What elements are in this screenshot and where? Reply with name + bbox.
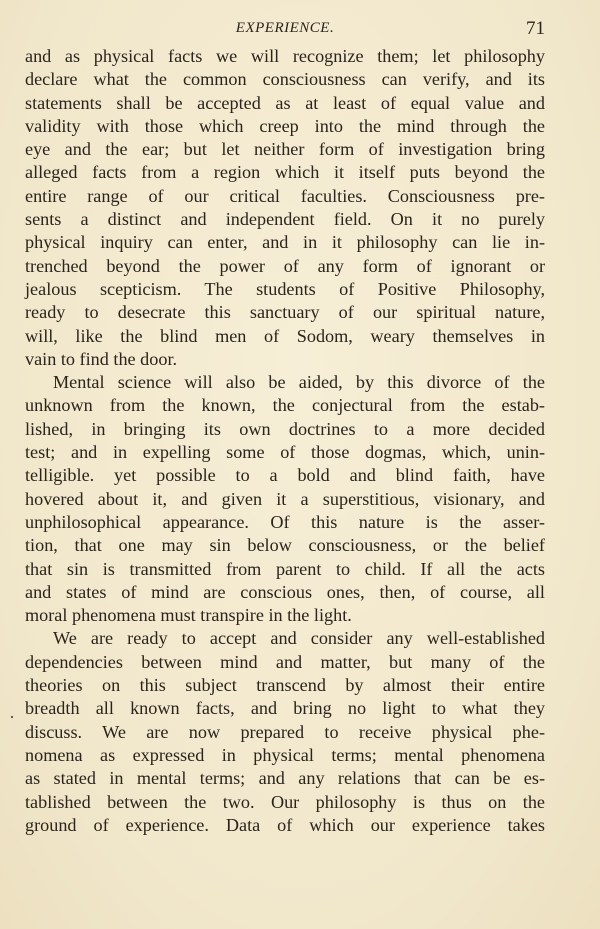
- text-line: and as physical facts we will recognize them; let philosophy: [25, 46, 545, 66]
- text-line: eye and the ear; but let neither form of investigation bring: [25, 139, 545, 160]
- text-line: hovered about it, and given it a superstitious, visionary, and: [25, 488, 545, 509]
- text-line: that sin is transmitted from parent to child. If all the acts: [25, 558, 545, 579]
- text-line: theories on this subject transcend by almost their entire: [25, 675, 545, 696]
- text-line: jealous scepticism. The students of Positive Philosophy,: [25, 278, 545, 299]
- text-line: alleged facts from a region which it itself puts beyond the: [25, 162, 545, 183]
- text-line: nomena as expressed in physical terms; mental phenomena: [25, 744, 545, 765]
- paragraph-start-line: Mental science will also be aided, by this divorce of the: [53, 372, 545, 393]
- text-line: entire range of our critical faculties. Consciousness pre-: [25, 185, 545, 206]
- text-line: tion, that one may sin below consciousness, or the belief: [25, 535, 545, 556]
- body-text: [25, 45, 545, 837]
- text-line: declare what the common consciousness can verify, and its: [25, 69, 545, 90]
- stray-ink-mark: [11, 716, 13, 718]
- text-line: ground of experience. Data of which our experience takes: [25, 814, 545, 835]
- text-line: unphilosophical appearance. Of this nature is the asser-: [25, 511, 545, 532]
- text-line: dependencies between mind and matter, but many of the: [25, 651, 545, 672]
- text-line: will, like the blind men of Sodom, weary themselves in: [25, 325, 545, 346]
- text-line: sents a distinct and independent field. On it no purely: [25, 209, 545, 230]
- text-line: and states of mind are conscious ones, then, of course, all: [25, 581, 545, 602]
- text-line: tablished between the two. Our philosophy is thus on the: [25, 791, 545, 812]
- text-line: vain to find the door.: [25, 348, 178, 369]
- page-number: 71: [526, 18, 545, 39]
- text-line: trenched beyond the power of any form of ignorant or: [25, 255, 545, 276]
- text-line: physical inquiry can enter, and in it philosophy can lie in-: [25, 232, 545, 253]
- text-line: breadth all known facts, and bring no light to what they: [25, 698, 545, 719]
- text-line: test; and in expelling some of those dogmas, which, unin-: [25, 442, 545, 463]
- paragraph-start-line: We are ready to accept and consider any well-established: [53, 628, 545, 649]
- text-line: validity with those which creep into the mind through the: [25, 115, 545, 136]
- text-line: telligible. yet possible to a bold and blind faith, have: [25, 465, 545, 486]
- text-line: moral phenomena must transpire in the light.: [25, 605, 352, 626]
- text-line: ready to desecrate this sanctuary of our spiritual nature,: [25, 302, 545, 323]
- text-line: lished, in bringing its own doctrines to a more decided: [25, 418, 545, 439]
- text-line: unknown from the known, the conjectural from the estab-: [25, 395, 545, 416]
- running-head: EXPERIENCE.: [235, 20, 335, 36]
- text-line: statements shall be accepted as at least of equal value and: [25, 92, 545, 113]
- text-line: as stated in mental terms; and any relations that can be es-: [25, 768, 545, 789]
- page-header: [25, 18, 545, 42]
- text-line: discuss. We are now prepared to receive physical phe-: [25, 721, 545, 742]
